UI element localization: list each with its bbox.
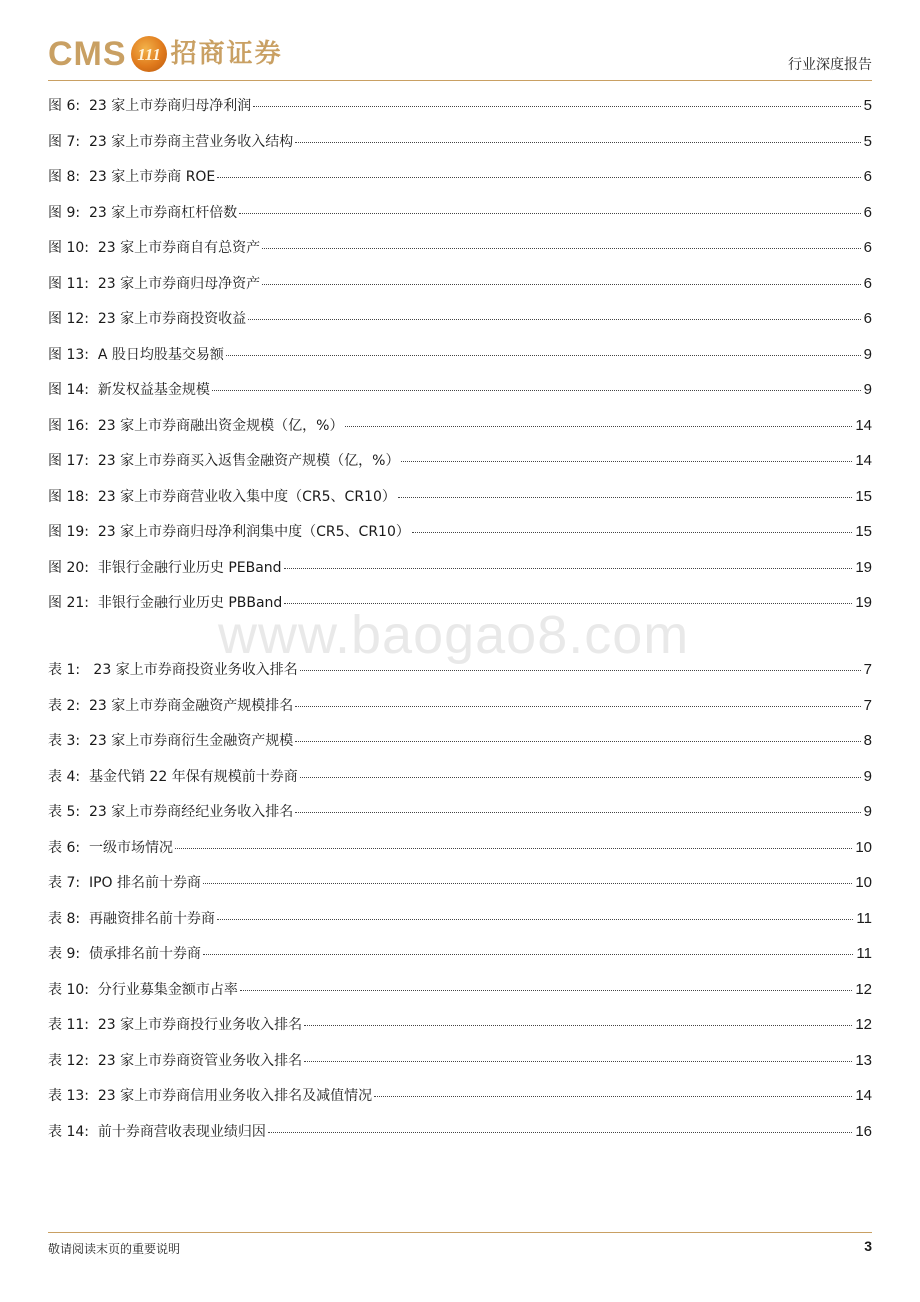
figure-toc-entry[interactable] — [48, 166, 872, 202]
table-toc-entry-page: 14 — [855, 1087, 872, 1104]
table-toc-entry-label: 表 6: 一级市场情况 — [48, 839, 173, 856]
table-toc-entry-page: 12 — [855, 1016, 872, 1033]
figure-toc-entry-page: 14 — [855, 452, 872, 469]
figure-toc-entry[interactable] — [48, 450, 872, 486]
table-toc-entry-label: 表 2: 23 家上市券商金融资产规模排名 — [48, 697, 294, 714]
table-toc-entry-page: 12 — [855, 980, 872, 998]
cms-logo — [48, 32, 283, 76]
table-toc-entry-label: 表 9: 债承排名前十券商 — [48, 946, 201, 962]
figure-toc-entry[interactable] — [48, 237, 872, 273]
figure-toc-entry[interactable] — [48, 202, 872, 238]
table-toc-entry[interactable] — [48, 872, 872, 908]
dot-leader — [268, 1132, 852, 1133]
table-toc-entry-page: 7 — [863, 696, 872, 714]
figure-toc-entry-page: 9 — [863, 345, 872, 363]
figure-toc-entry-page: 15 — [855, 487, 872, 505]
dot-leader — [248, 319, 861, 320]
figure-toc-entry[interactable] — [48, 521, 872, 557]
figure-toc-list — [48, 95, 872, 628]
figure-toc-entry[interactable] — [48, 344, 872, 380]
dot-leader — [295, 706, 860, 707]
figure-toc-entry-label: 图 8: 23 家上市券商 ROE — [48, 169, 216, 185]
table-toc-entry[interactable] — [48, 1085, 872, 1121]
figure-toc-entry-page: 6 — [863, 274, 872, 292]
table-toc-entry[interactable] — [48, 1121, 872, 1157]
table-toc-entry-label: 表 11: 23 家上市券商投行业务收入排名 — [48, 1017, 303, 1033]
figure-toc-entry-label: 图 7: 23 家上市券商主营业务收入结构 — [48, 133, 294, 150]
table-toc-entry[interactable] — [48, 1014, 872, 1050]
table-toc-entry-label: 表 1: 23 家上市券商投资业务收入排名 — [48, 662, 298, 678]
figure-toc-entry-label: 图 6: 23 家上市券商归母净利润 — [48, 98, 252, 114]
logo-latin-text: CMS — [48, 35, 127, 73]
dot-leader — [300, 670, 861, 671]
dot-leader — [203, 883, 852, 884]
figure-toc-entry[interactable] — [48, 308, 872, 344]
dot-leader — [295, 142, 860, 143]
table-toc-entry-label: 表 4: 基金代销 22 年保有规模前十券商 — [48, 768, 298, 785]
figure-toc-entry-page: 6 — [863, 168, 872, 185]
table-toc-entry-page: 10 — [855, 838, 872, 856]
table-toc-entry-page: 11 — [856, 945, 872, 962]
dot-leader — [401, 461, 852, 462]
table-toc-entry-page: 13 — [855, 1051, 872, 1069]
table-toc-entry[interactable] — [48, 979, 872, 1015]
table-toc-entry-label: 表 14: 前十券商营收表现业绩归因 — [48, 1123, 266, 1140]
dot-leader — [295, 741, 860, 742]
dot-leader — [226, 355, 861, 356]
dot-leader — [262, 284, 861, 285]
header-divider — [48, 80, 872, 81]
dot-leader — [203, 954, 853, 955]
table-toc-entry[interactable] — [48, 908, 872, 944]
watermark-text: www.baogao8.com — [218, 605, 690, 665]
figure-toc-entry-label: 图 17: 23 家上市券商买入返售金融资产规模（亿，%） — [48, 453, 400, 469]
table-toc-entry[interactable] — [48, 837, 872, 873]
page-number: 3 — [864, 1238, 872, 1254]
table-toc-entry-label: 表 3: 23 家上市券商衍生金融资产规模 — [48, 733, 294, 749]
report-type-label: 行业深度报告 — [788, 57, 872, 73]
table-toc-entry-page: 11 — [856, 909, 872, 927]
figure-toc-entry-label: 图 13: A 股日均股基交易额 — [48, 346, 224, 363]
figure-toc-entry-label: 图 19: 23 家上市券商归母净利润集中度（CR5、CR10） — [48, 524, 410, 540]
table-toc-list — [48, 659, 872, 1156]
figure-toc-entry-label: 图 9: 23 家上市券商杠杆倍数 — [48, 204, 238, 221]
figure-toc-entry-page: 5 — [863, 97, 872, 114]
footer-disclaimer: 敬请阅读末页的重要说明 — [48, 1242, 181, 1256]
table-toc-entry-label: 表 13: 23 家上市券商信用业务收入排名及减值情况 — [48, 1088, 373, 1104]
figure-toc-entry-label: 图 10: 23 家上市券商自有总资产 — [48, 240, 261, 256]
table-toc-entry[interactable] — [48, 659, 872, 695]
dot-leader — [284, 568, 853, 569]
figure-toc-entry-page: 19 — [855, 558, 872, 576]
figure-toc-entry[interactable] — [48, 557, 872, 593]
table-toc-entry-label: 表 12: 23 家上市券商资管业务收入排名 — [48, 1052, 303, 1069]
svg-text:111: 111 — [136, 45, 161, 64]
dot-leader — [217, 919, 853, 920]
footer-divider — [48, 1232, 872, 1233]
figure-toc-entry-page: 5 — [863, 132, 872, 150]
dot-leader — [374, 1096, 852, 1097]
figure-toc-entry-label: 图 12: 23 家上市券商投资收益 — [48, 311, 247, 327]
table-toc-entry[interactable] — [48, 695, 872, 731]
table-toc-entry[interactable] — [48, 943, 872, 979]
logo-chinese-text: 招商证券 — [170, 39, 283, 69]
figure-toc-entry-page: 9 — [863, 381, 872, 398]
table-toc-entry[interactable] — [48, 730, 872, 766]
dot-leader — [412, 532, 852, 533]
dot-leader — [304, 1025, 852, 1026]
figure-toc-entry[interactable] — [48, 415, 872, 451]
dot-leader — [217, 177, 860, 178]
figure-toc-entry-page: 15 — [855, 523, 872, 540]
table-toc-entry-page: 9 — [863, 767, 872, 785]
figure-toc-entry-page: 19 — [855, 594, 872, 611]
dot-leader — [212, 390, 861, 391]
figure-toc-entry[interactable] — [48, 486, 872, 522]
logo-seal-icon — [131, 36, 167, 72]
figure-toc-entry-page: 6 — [863, 310, 872, 327]
table-toc-entry-page: 16 — [855, 1122, 872, 1140]
figure-toc-entry-label: 图 14: 新发权益基金规模 — [48, 382, 210, 398]
table-toc-entry-label: 表 8: 再融资排名前十券商 — [48, 910, 215, 927]
figure-toc-entry[interactable] — [48, 273, 872, 309]
dot-leader — [240, 990, 852, 991]
table-toc-entry[interactable] — [48, 766, 872, 802]
dot-leader — [345, 426, 852, 427]
table-toc-entry-label: 表 10: 分行业募集金额市占率 — [48, 981, 238, 998]
figure-toc-entry[interactable] — [48, 379, 872, 415]
figure-toc-entry-label: 图 20: 非银行金融行业历史 PEBand — [48, 559, 282, 576]
table-toc-entry[interactable] — [48, 801, 872, 837]
dot-leader — [253, 106, 860, 107]
table-toc-entry-page: 7 — [863, 661, 872, 678]
table-toc-entry[interactable] — [48, 1050, 872, 1086]
figure-toc-entry[interactable] — [48, 95, 872, 131]
dot-leader — [175, 848, 852, 849]
table-toc-entry-label: 表 7: IPO 排名前十券商 — [48, 875, 202, 891]
figure-toc-entry-page: 6 — [863, 239, 872, 256]
dot-leader — [398, 497, 852, 498]
figure-toc-entry-label: 图 21: 非银行金融行业历史 PBBand — [48, 595, 283, 611]
figure-toc-entry-label: 图 11: 23 家上市券商归母净资产 — [48, 275, 261, 292]
figure-toc-entry-page: 14 — [855, 416, 872, 434]
dot-leader — [300, 777, 861, 778]
table-toc-entry-page: 8 — [863, 732, 872, 749]
figure-toc-entry-label: 图 18: 23 家上市券商营业收入集中度（CR5、CR10） — [48, 488, 396, 505]
dot-leader — [295, 812, 860, 813]
figure-toc-entry-label: 图 16: 23 家上市券商融出资金规模（亿，%） — [48, 417, 344, 434]
dot-leader — [239, 213, 860, 214]
table-toc-entry-page: 9 — [863, 803, 872, 820]
table-toc-entry-label: 表 5: 23 家上市券商经纪业务收入排名 — [48, 804, 294, 820]
page-header — [48, 32, 872, 80]
figure-toc-entry-page: 6 — [863, 203, 872, 221]
table-toc-entry-page: 10 — [855, 874, 872, 891]
dot-leader — [262, 248, 861, 249]
dot-leader — [304, 1061, 852, 1062]
figure-toc-entry[interactable] — [48, 131, 872, 167]
